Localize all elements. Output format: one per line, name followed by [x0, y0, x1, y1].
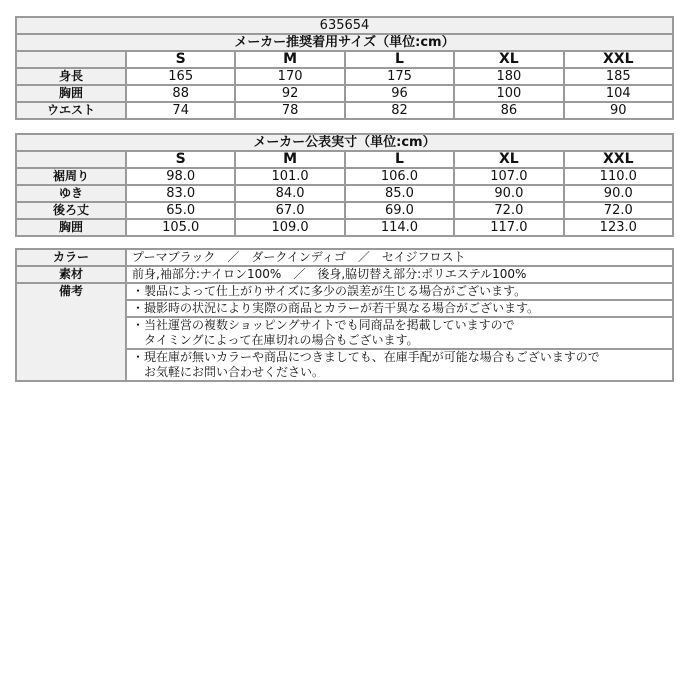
cell: 104 — [564, 85, 673, 102]
note-line: タイミングによって在庫切れの場合もございます。 — [132, 333, 419, 347]
actual-title: メーカー公表実寸（単位:cm） — [16, 134, 673, 151]
note-line: お気軽にお問い合わせください。 — [132, 365, 325, 379]
note-item — [126, 317, 673, 349]
notes-label: 備考 — [16, 283, 126, 381]
size-m: M — [235, 51, 344, 68]
note-line: ・当社運営の複数ショッピングサイトでも同商品を掲載していますので — [132, 318, 515, 332]
size-s: S — [126, 51, 235, 68]
cell: 105.0 — [126, 219, 235, 236]
cell: 101.0 — [235, 168, 344, 185]
color-value: プーマブラック ／ ダークインディゴ ／ セイジフロスト — [126, 249, 673, 266]
cell: 90.0 — [454, 185, 563, 202]
cell: 82 — [345, 102, 454, 119]
cell: 65.0 — [126, 202, 235, 219]
note-item: ・撮影時の状況により実際の商品とカラーが若干異なる場合がございます。 — [126, 300, 673, 317]
cell: 109.0 — [235, 219, 344, 236]
cell: 90 — [564, 102, 673, 119]
cell: 90.0 — [564, 185, 673, 202]
row-label: 裾周り — [16, 168, 126, 185]
size-xl: XL — [454, 51, 563, 68]
row-label: 身長 — [16, 68, 126, 85]
size-header-row — [16, 51, 673, 68]
note-row — [16, 283, 673, 300]
cell: 98.0 — [126, 168, 235, 185]
note-line: ・現在庫が無いカラーや商品につきましても、在庫手配が可能な場合もございますので — [132, 350, 600, 364]
product-info-table — [15, 248, 674, 382]
size-header-row — [16, 151, 673, 168]
size-xxl: XXL — [564, 151, 673, 168]
material-value: 前身,袖部分:ナイロン100% ／ 後身,脇切替え部分:ポリエステル100% — [126, 266, 673, 283]
table-row — [16, 219, 673, 236]
cell: 114.0 — [345, 219, 454, 236]
cell: 88 — [126, 85, 235, 102]
note-item — [126, 349, 673, 381]
size-l: L — [345, 51, 454, 68]
product-code: 635654 — [16, 17, 673, 34]
cell: 165 — [126, 68, 235, 85]
row-label: ウエスト — [16, 102, 126, 119]
cell: 92 — [235, 85, 344, 102]
size-xl: XL — [454, 151, 563, 168]
table-row — [16, 185, 673, 202]
row-label: 胸囲 — [16, 219, 126, 236]
material-row — [16, 266, 673, 283]
cell: 78 — [235, 102, 344, 119]
cell: 123.0 — [564, 219, 673, 236]
cell: 86 — [454, 102, 563, 119]
cell: 180 — [454, 68, 563, 85]
cell: 110.0 — [564, 168, 673, 185]
cell: 107.0 — [454, 168, 563, 185]
color-label: カラー — [16, 249, 126, 266]
actual-size-table — [15, 133, 674, 237]
row-label: ゆき — [16, 185, 126, 202]
recommended-title: メーカー推奨着用サイズ（単位:cm） — [16, 34, 673, 51]
note-item: ・製品によって仕上がりサイズに多少の誤差が生じる場合がございます。 — [126, 283, 673, 300]
table-row — [16, 85, 673, 102]
cell: 74 — [126, 102, 235, 119]
table-row — [16, 102, 673, 119]
size-l: L — [345, 151, 454, 168]
size-s: S — [126, 151, 235, 168]
cell: 185 — [564, 68, 673, 85]
cell: 84.0 — [235, 185, 344, 202]
cell: 72.0 — [454, 202, 563, 219]
cell: 175 — [345, 68, 454, 85]
size-m: M — [235, 151, 344, 168]
row-label: 後ろ丈 — [16, 202, 126, 219]
size-xxl: XXL — [564, 51, 673, 68]
cell: 85.0 — [345, 185, 454, 202]
cell: 83.0 — [126, 185, 235, 202]
table-row — [16, 202, 673, 219]
corner-cell — [16, 51, 126, 68]
cell: 67.0 — [235, 202, 344, 219]
row-label: 胸囲 — [16, 85, 126, 102]
material-label: 素材 — [16, 266, 126, 283]
table-row — [16, 168, 673, 185]
cell: 72.0 — [564, 202, 673, 219]
cell: 117.0 — [454, 219, 563, 236]
cell: 96 — [345, 85, 454, 102]
recommended-size-table — [15, 16, 674, 120]
corner-cell — [16, 151, 126, 168]
cell: 100 — [454, 85, 563, 102]
cell: 106.0 — [345, 168, 454, 185]
cell: 170 — [235, 68, 344, 85]
cell: 69.0 — [345, 202, 454, 219]
table-row — [16, 68, 673, 85]
color-row — [16, 249, 673, 266]
